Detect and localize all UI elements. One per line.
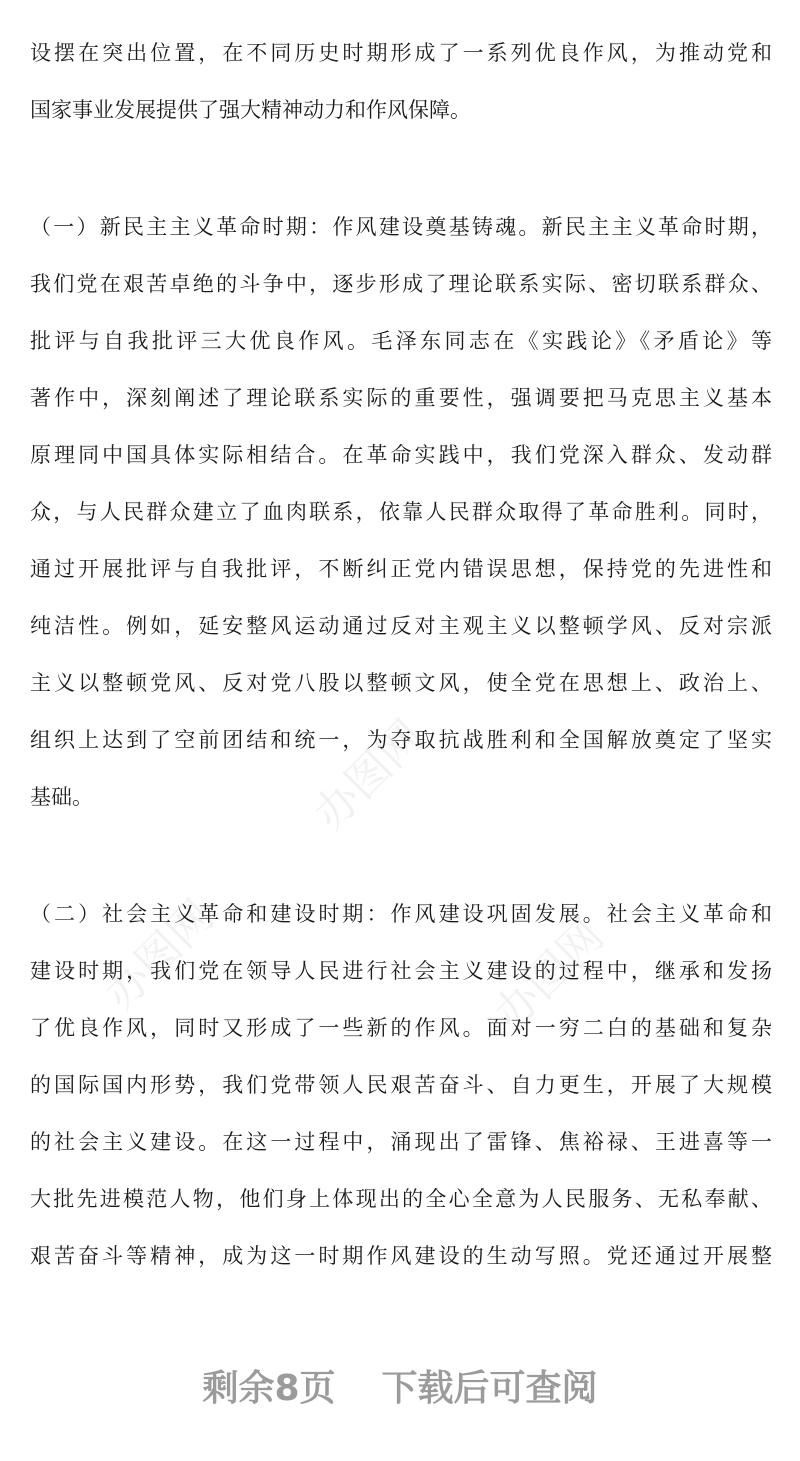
text-line: 纯洁性。例如，延安整风运动通过反对主观主义以整顿学风、反对宗派 <box>30 614 772 638</box>
text-line: 组织上达到了空前团结和统一，为夺取抗战胜利和全国解放奠定了坚实 <box>30 728 772 752</box>
text-line: 国家事业发展提供了强大精神动力和作风保障。 <box>30 98 471 122</box>
text-line: 的国际国内形势，我们党带领人民艰苦奋斗、自力更生，开展了大规模 <box>30 1073 772 1097</box>
text-line: 基础。 <box>30 785 93 809</box>
text-line: 艰苦奋斗等精神，成为这一时期作风建设的生动写照。党还通过开展整 <box>30 1244 772 1268</box>
text-line: 著作中，深刻阐述了理论联系实际的重要性，强调要把马克思主义基本 <box>30 386 772 410</box>
text-line: 主义以整顿党风、反对党八股以整顿文风，使全党在思想上、政治上、 <box>30 671 772 695</box>
watermark: 办图网 <box>94 890 224 1020</box>
section-heading-line: （一）新民主主义革命时期：作风建设奠基铸魂。新民主主义革命时期， <box>30 215 772 239</box>
watermark: 办图网 <box>484 910 614 1040</box>
download-banner[interactable] <box>0 1360 800 1410</box>
text-line: 大批先进模范人物，他们身上体现出的全心全意为人民服务、无私奉献、 <box>30 1187 772 1211</box>
text-line: 众，与人民群众建立了血肉联系，依靠人民群众取得了革命胜利。同时， <box>30 500 772 524</box>
text-line: 我们党在艰苦卓绝的斗争中，逐步形成了理论联系实际、密切联系群众、 <box>30 272 772 296</box>
remaining-pages-label[interactable]: 剩余8页 <box>202 1367 336 1409</box>
text-line: 建设时期，我们党在领导人民进行社会主义建设的过程中，继承和发扬 <box>30 959 772 983</box>
text-line: 的社会主义建设。在这一过程中，涌现出了雷锋、焦裕禄、王进喜等一 <box>30 1130 772 1154</box>
text-line: 通过开展批评与自我批评，不断纠正党内错误思想，保持党的先进性和 <box>30 557 772 581</box>
section-heading-line: （二）社会主义革命和建设时期：作风建设巩固发展。社会主义革命和 <box>30 902 772 926</box>
text-line: 了优良作风，同时又形成了一些新的作风。面对一穷二白的基础和复杂 <box>30 1016 772 1040</box>
download-prompt-label[interactable]: 下载后可查阅 <box>381 1367 598 1409</box>
text-line: 批评与自我批评三大优良作风。毛泽东同志在《实践论》《矛盾论》等 <box>30 329 772 353</box>
text-line: 设摆在突出位置，在不同历史时期形成了一系列优良作风，为推动党和 <box>30 41 772 65</box>
watermark: 办图网 <box>304 710 434 840</box>
text-line: 原理同中国具体实际相结合。在革命实践中，我们党深入群众、发动群 <box>30 443 772 467</box>
